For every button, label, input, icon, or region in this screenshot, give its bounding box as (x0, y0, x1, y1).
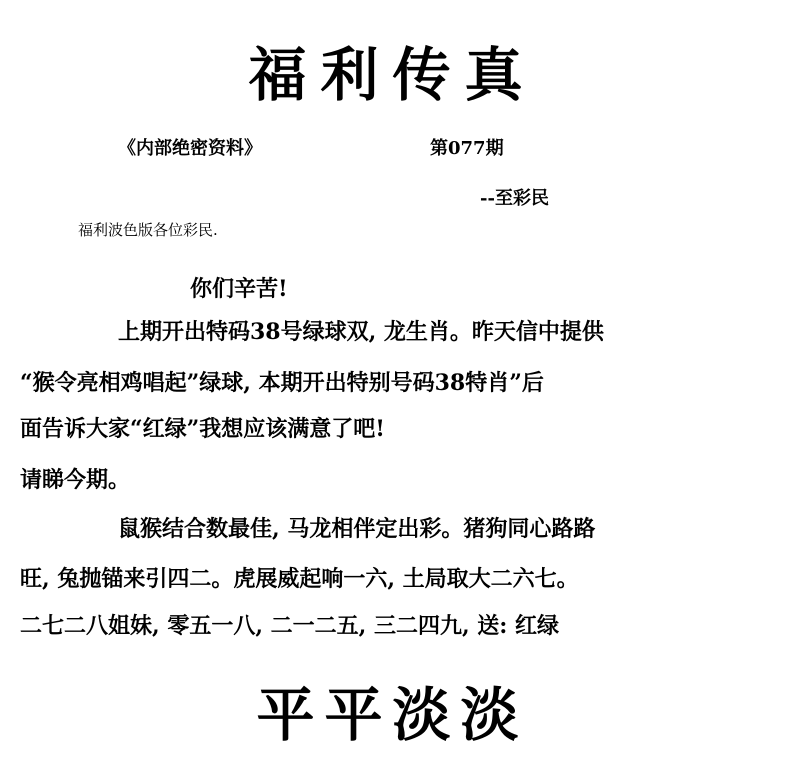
body-line-5: 鼠猴结合数最佳, 马龙相伴定出彩。猪狗同心路路 (118, 516, 596, 542)
body-line-3: 面告诉大家“红绿”我想应该满意了吧! (20, 416, 385, 442)
document-subtitle: 《内部绝密资料》 (118, 138, 262, 159)
body-line-4: 请睇今期。 (20, 467, 131, 493)
page-title: 福利传真 (248, 41, 537, 109)
intro-line: 你们辛苦! (190, 276, 288, 302)
greeting-line: 福利波色版各位彩民. (78, 221, 218, 239)
body-line-7: 二七二八姐妹, 零五一八, 二一二五, 三二四九, 送: 红绿 (20, 613, 560, 639)
footer-motto: 平平淡淡 (256, 681, 529, 749)
issue-number: 第077期 (430, 138, 504, 159)
body-line-6: 旺, 兔抛锚来引四二。虎展威起响一六, 土局取大二六七。 (20, 566, 579, 592)
author-line: --至彩民 (480, 188, 549, 209)
body-line-2: “猴令亮相鸡唱起”绿球, 本期开出特别号码38特肖”后 (20, 370, 544, 396)
body-line-1: 上期开出特码38号绿球双, 龙生肖。昨天信中提供 (118, 319, 604, 345)
